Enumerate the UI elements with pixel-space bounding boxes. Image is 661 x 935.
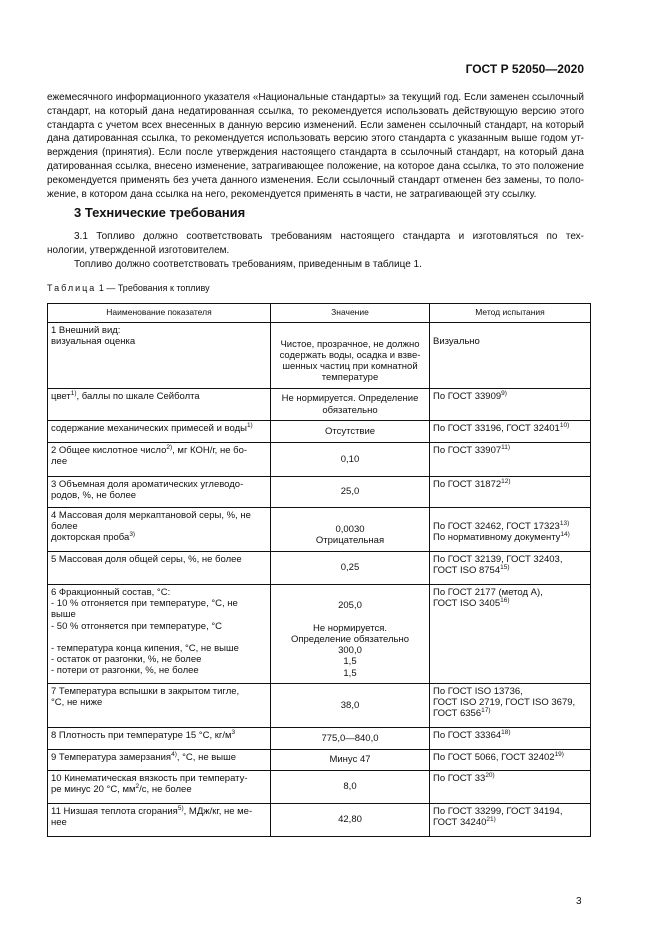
cell-value bbox=[271, 421, 430, 443]
paragraph-line: Топливо должно соответствовать требованиям, приведенным в таблице 1. bbox=[74, 258, 422, 270]
paragraph-line: нологии, утвержденной изготовителем. bbox=[47, 244, 230, 256]
cell-line bbox=[51, 532, 267, 543]
cell-line: 4 Массовая доля меркаптановой серы, %, не bbox=[51, 510, 251, 521]
cell-line bbox=[433, 391, 587, 402]
cell-line bbox=[274, 612, 426, 623]
cell-method bbox=[430, 552, 591, 585]
footnote-ref: 11) bbox=[501, 444, 511, 451]
table-row bbox=[48, 443, 591, 477]
cell-name bbox=[48, 421, 271, 443]
cell-line bbox=[51, 391, 267, 402]
cell-line bbox=[433, 423, 587, 434]
cell-value bbox=[271, 389, 430, 421]
cell-method bbox=[430, 508, 591, 552]
footnote-ref: 19) bbox=[554, 751, 564, 758]
cell-line: - 50 % отгоняется при температуре, °С bbox=[51, 620, 223, 632]
cell-value bbox=[271, 585, 430, 684]
cell-line: ГОСТ ISO 2719, ГОСТ ISO 3679, bbox=[433, 697, 576, 709]
cell-text: ГОСТ 6356 bbox=[433, 708, 482, 720]
table-row bbox=[48, 684, 591, 728]
cell-line: Отсутствие bbox=[324, 425, 376, 437]
cell-name bbox=[48, 750, 271, 771]
cell-line bbox=[433, 598, 587, 609]
cell-name bbox=[48, 684, 271, 728]
cell-text: 11 Низшая теплота сгорания bbox=[51, 806, 178, 817]
cell-line: более bbox=[51, 521, 78, 533]
cell-name bbox=[48, 771, 271, 804]
table-row bbox=[48, 389, 591, 421]
cell-value bbox=[271, 323, 430, 389]
table-row bbox=[48, 585, 591, 684]
table-row bbox=[48, 728, 591, 750]
cell-line bbox=[433, 565, 587, 576]
cell-line bbox=[433, 752, 587, 763]
cell-line: 5 Массовая доля общей серы, %, не более bbox=[51, 554, 242, 565]
cell-line: 42,80 bbox=[338, 814, 362, 826]
cell-text: содержание механических примесей и воды bbox=[51, 423, 247, 434]
cell-text: цвет bbox=[51, 391, 71, 402]
footnote-ref: 4) bbox=[171, 751, 177, 758]
cell-line: °С, не ниже bbox=[51, 697, 103, 709]
paragraph-line: верждения (принятия). Если после утверждения настоящего стандарта в ссылочный стандарт, на который дана bbox=[47, 147, 584, 159]
cell-line: 1 Внешний вид: bbox=[51, 325, 121, 336]
cell-line: 1,5 bbox=[343, 667, 357, 679]
footnote-ref: 14) bbox=[560, 531, 570, 539]
column-header-value: Значение bbox=[271, 304, 430, 323]
cell-line bbox=[433, 730, 587, 741]
cell-text: ГОСТ ISO 3405 bbox=[433, 598, 501, 610]
cell-line: 25,0 bbox=[340, 486, 360, 498]
cell-line: обязательно bbox=[322, 404, 378, 416]
cell-line: 300,0 bbox=[338, 645, 362, 657]
table-caption-label: Таблица bbox=[47, 283, 97, 293]
cell-method bbox=[430, 684, 591, 728]
cell-text: 2 Общее кислотное число bbox=[51, 445, 167, 456]
table-row bbox=[48, 508, 591, 552]
cell-line: выше bbox=[51, 609, 76, 621]
footnote-ref: 21) bbox=[486, 816, 496, 824]
column-header-name: Наименование показателя bbox=[48, 304, 271, 323]
cell-line: - остаток от разгонки, %, не более bbox=[51, 654, 202, 666]
paragraph-line: датированная ссылка, внесено изменение, затрагивающее положение, на которое дана ссылка, то это положение bbox=[47, 160, 584, 172]
cell-value bbox=[271, 477, 430, 508]
cell-text: , мг КОН/г, не бо- bbox=[172, 445, 248, 456]
cell-line bbox=[51, 730, 267, 741]
cell-line: 205,0 bbox=[338, 600, 362, 612]
cell-value bbox=[271, 684, 430, 728]
table-row bbox=[48, 421, 591, 443]
cell-method bbox=[430, 585, 591, 684]
cell-text: 9 Температура замерзания bbox=[51, 752, 172, 763]
cell-line: Минус 47 bbox=[329, 754, 371, 766]
cell-text: /с, не более bbox=[139, 784, 192, 796]
cell-line: 10 Кинематическая вязкость при температу- bbox=[51, 773, 248, 784]
cell-line: 0,10 bbox=[340, 453, 360, 465]
cell-line: температуре bbox=[321, 372, 379, 384]
cell-line: Не нормируется. Определение bbox=[281, 393, 419, 405]
cell-method bbox=[430, 477, 591, 508]
cell-line: По ГОСТ 33299, ГОСТ 34194, bbox=[433, 806, 563, 817]
cell-line: родов, %, не более bbox=[51, 490, 137, 502]
page-number: 3 bbox=[576, 896, 582, 907]
cell-line: По ГОСТ ISO 13736, bbox=[433, 686, 523, 697]
cell-text: ГОСТ 34240 bbox=[433, 817, 487, 829]
cell-line: Определение обязательно bbox=[290, 633, 410, 645]
document-id-header: ГОСТ Р 52050—2020 bbox=[465, 62, 584, 76]
cell-value bbox=[271, 443, 430, 477]
cell-text: , баллы по шкале Сейболта bbox=[76, 391, 200, 402]
cell-line: Отрицательная bbox=[315, 535, 385, 547]
paragraph-line: стандарт, на который дана недатированная ссылка, то рекомендуется использовать действующую версию этого bbox=[47, 105, 584, 117]
footnote-ref: 17) bbox=[481, 707, 491, 715]
cell-name bbox=[48, 477, 271, 508]
cell-line: 8,0 bbox=[343, 781, 357, 793]
table-row bbox=[48, 804, 591, 837]
cell-line bbox=[274, 589, 426, 600]
table-row bbox=[48, 750, 591, 771]
table-header-row bbox=[48, 304, 591, 323]
paragraph-line: 3.1 Топливо должно соответствовать требованиям настоящего стандарта и изготовляться по тех- bbox=[74, 231, 584, 242]
cell-line: 3 Объемная доля ароматических углеводо- bbox=[51, 479, 244, 490]
cell-line bbox=[274, 328, 426, 339]
footnote-ref: 16) bbox=[500, 597, 510, 605]
cell-value bbox=[271, 552, 430, 585]
footnote-ref: 9) bbox=[501, 390, 507, 397]
cell-method bbox=[430, 804, 591, 837]
footnote-ref: 2 bbox=[135, 783, 140, 791]
cell-text: По ГОСТ 33 bbox=[433, 773, 486, 784]
cell-line bbox=[433, 817, 587, 828]
cell-text: По ГОСТ 5066, ГОСТ 32402 bbox=[433, 752, 555, 763]
cell-line: 6 Фракционный состав, °С: bbox=[51, 587, 171, 598]
cell-value bbox=[271, 771, 430, 804]
cell-line bbox=[51, 806, 267, 817]
cell-line bbox=[433, 479, 587, 490]
paragraph-line: дана датированная ссылка, то рекомендуется использовать версию этого стандарта с указанным выше годом ут- bbox=[47, 133, 584, 145]
cell-line: - 10 % отгоняется при температуре, °С, не bbox=[51, 598, 238, 610]
column-header-method: Метод испытания bbox=[430, 304, 591, 323]
cell-line: лее bbox=[51, 456, 68, 468]
cell-line: содержать воды, осадка и взве- bbox=[279, 349, 421, 361]
cell-line: 775,0—840,0 bbox=[321, 732, 379, 744]
cell-name bbox=[48, 443, 271, 477]
cell-line bbox=[51, 784, 267, 795]
cell-value bbox=[271, 750, 430, 771]
cell-text: По ГОСТ 32462, ГОСТ 17323 bbox=[433, 521, 560, 533]
cell-line bbox=[433, 445, 587, 456]
cell-text: ГОСТ ISO 8754 bbox=[433, 565, 501, 577]
cell-line: - потери от разгонки, %, не более bbox=[51, 665, 199, 677]
cell-line bbox=[51, 752, 267, 763]
cell-line: 0,25 bbox=[340, 562, 360, 574]
footnote-ref: 3) bbox=[129, 531, 136, 539]
footnote-ref: 15) bbox=[500, 564, 510, 572]
cell-line bbox=[433, 708, 587, 719]
cell-name bbox=[48, 728, 271, 750]
cell-line: нее bbox=[51, 817, 67, 829]
cell-method bbox=[430, 750, 591, 771]
table-row bbox=[48, 323, 591, 389]
footnote-ref: 3 bbox=[231, 729, 236, 736]
cell-method bbox=[430, 421, 591, 443]
cell-line: 1,5 bbox=[343, 656, 357, 668]
cell-line: 7 Температура вспышки в закрытом тигле, bbox=[51, 686, 240, 697]
cell-text: , МДж/кг, не ме- bbox=[183, 806, 253, 817]
cell-line: Чистое, прозрачное, не должно bbox=[280, 338, 420, 350]
table-row bbox=[48, 552, 591, 585]
section-paragraph bbox=[47, 230, 584, 271]
intro-paragraph bbox=[47, 91, 584, 201]
section-title: 3 Технические требования bbox=[74, 205, 246, 220]
cell-text: По ГОСТ 31872 bbox=[433, 479, 502, 490]
paragraph-line: ежемесячного информационного указателя «Национальные стандарты» за текущий год. Если заменен ссылочный bbox=[47, 92, 584, 103]
table-caption bbox=[47, 283, 210, 293]
footnote-ref: 10) bbox=[559, 422, 570, 429]
paragraph-line: жение, в котором дана ссылка на него, рекомендуется применять в части, не затрагивающей эту ссылку. bbox=[47, 188, 537, 200]
cell-line bbox=[274, 513, 426, 524]
cell-line: Визуально bbox=[433, 336, 480, 348]
footnote-ref: 13) bbox=[559, 520, 570, 528]
cell-name bbox=[48, 508, 271, 552]
footnote-ref: 1) bbox=[70, 390, 77, 397]
cell-line: 0,0030 bbox=[335, 523, 365, 535]
cell-line: - температура конца кипения, °С, не выше bbox=[51, 643, 239, 654]
cell-text: 8 Плотность при температуре 15 °С, кг/м bbox=[51, 730, 232, 741]
cell-text: докторская проба bbox=[51, 532, 130, 544]
cell-text: По нормативному документу bbox=[433, 532, 561, 544]
cell-name bbox=[48, 552, 271, 585]
cell-line: шенных частиц при комнатной bbox=[282, 361, 418, 373]
cell-line bbox=[51, 445, 267, 456]
cell-method bbox=[430, 728, 591, 750]
footnote-ref: 12) bbox=[501, 478, 511, 485]
cell-line: визуальная оценка bbox=[51, 336, 136, 348]
requirements-table bbox=[47, 303, 591, 837]
cell-line: По ГОСТ 32139, ГОСТ 32403, bbox=[433, 554, 563, 565]
cell-line: По ГОСТ 2177 (метод А), bbox=[433, 587, 543, 598]
cell-value bbox=[271, 508, 430, 552]
cell-text: По ГОСТ 33364 bbox=[433, 730, 502, 741]
cell-line bbox=[433, 325, 587, 336]
paragraph-line: стандарта с учетом всех внесенных в данную версию изменений. Если заменен ссылочный стандарт, на который bbox=[47, 119, 584, 131]
cell-line bbox=[433, 532, 587, 543]
cell-line bbox=[51, 423, 267, 434]
table-caption-text: 1 — Требования к топливу bbox=[98, 283, 210, 293]
table-row bbox=[48, 771, 591, 804]
footnote-ref: 2) bbox=[166, 444, 173, 451]
cell-name bbox=[48, 585, 271, 684]
cell-value bbox=[271, 804, 430, 837]
cell-method bbox=[430, 771, 591, 804]
paragraph-line: рекомендуется применять без учета данного изменения. Если ссылочный стандарт отменен без замены, то поло- bbox=[47, 174, 584, 186]
cell-text: По ГОСТ 33196, ГОСТ 32401 bbox=[433, 423, 560, 434]
cell-text: По ГОСТ 33909 bbox=[433, 391, 502, 402]
cell-line: Не нормируется. bbox=[312, 622, 387, 634]
cell-method bbox=[430, 323, 591, 389]
footnote-ref: 1) bbox=[246, 422, 253, 429]
cell-line: 38,0 bbox=[340, 699, 360, 711]
footnote-ref: 20) bbox=[485, 772, 495, 779]
cell-name bbox=[48, 323, 271, 389]
cell-line bbox=[51, 632, 267, 643]
cell-method bbox=[430, 443, 591, 477]
footnote-ref: 5) bbox=[177, 805, 184, 812]
cell-name bbox=[48, 804, 271, 837]
table-row bbox=[48, 477, 591, 508]
cell-name bbox=[48, 389, 271, 421]
cell-text: По ГОСТ 33907 bbox=[433, 445, 502, 456]
cell-text: , °С, не выше bbox=[176, 752, 237, 763]
cell-text: ре минус 20 °С, мм bbox=[51, 784, 136, 796]
footnote-ref: 18) bbox=[501, 729, 511, 736]
cell-value bbox=[271, 728, 430, 750]
cell-line bbox=[433, 773, 587, 784]
cell-method bbox=[430, 389, 591, 421]
